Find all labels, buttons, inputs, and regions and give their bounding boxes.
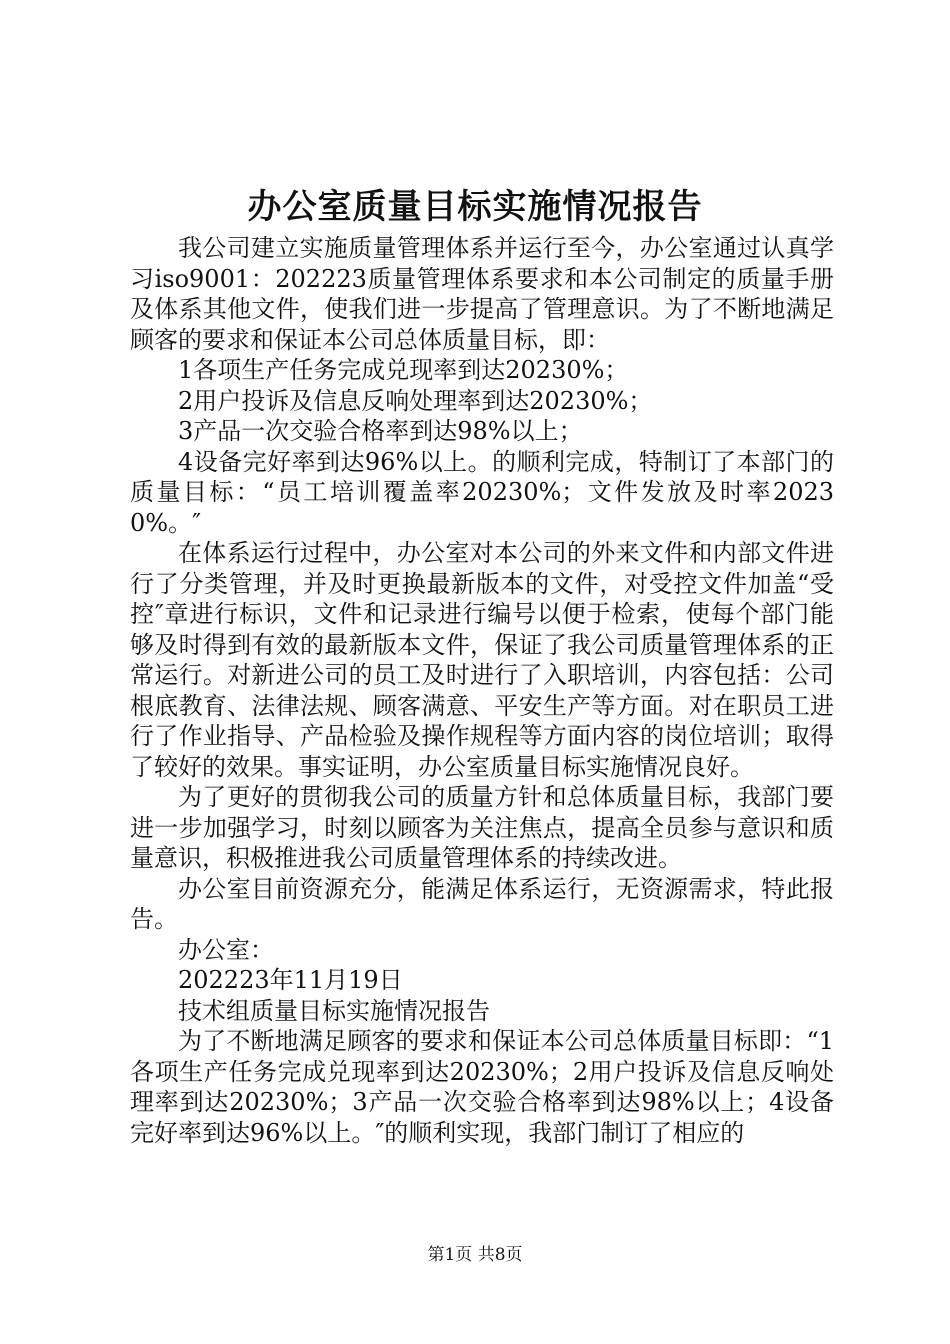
page-number: 第1页 共8页 [427, 1245, 523, 1265]
document-body [130, 233, 834, 1148]
paragraph-intro: 我公司建立实施质量管理体系并运行至今，办公室通过认真学习iso9001：202223质量管理体系要求和本公司制定的质量手册及体系其他文件，使我们进一步提高了管理意识。为了不断地满足顾客的要求和保证本公司总体质量目标，即： [130, 234, 834, 354]
paragraph-goal-3: 3产品一次交验合格率到达98%以上； [178, 417, 583, 445]
paragraph-resources: 办公室目前资源充分，能满足体系运行，无资源需求，特此报告。 [130, 874, 834, 933]
paragraph-goal-1: 1各项生产任务完成兑现率到达20230%； [178, 356, 629, 384]
section-heading: 技术组质量目标实施情况报告 [178, 996, 490, 1025]
page-title: 办公室质量目标实施情况报告 [247, 187, 703, 227]
signature-date: 202223年11月19日 [178, 966, 403, 994]
paragraph-operation: 在体系运行过程中，办公室对本公司的外来文件和内部文件进行了分类管理，并及时更换最新版本的文件，对受控文件加盖“受控″章进行标识，文件和记录进行编号以便于检索，使每个部门能够及时得到有效的最新版本文件，保证了我公司质量管理体系的正常运行。对新进公司的员工及时进行了入职培训，内容包括：公司根底教育、法律法规、顾客满意、平安生产等方面。对在职员工进行了作业指导、产品检验及操作规程等方面内容的岗位培训；取得了较好的效果。事实证明，办公室质量目标实施情况良好。 [130, 539, 834, 781]
paragraph-goal-2: 2用户投诉及信息反响处理率到达20230%； [178, 386, 653, 415]
paragraph-tech-intro: 为了不断地满足顾客的要求和保证本公司总体质量目标即：“1各项生产任务完成兑现率到达20230%；2用户投诉及信息反响处理率到达20230%；3产品一次交验合格率到达98%以上；4设备完好率到达96%以上。″的顺利实现，我部门制订了相应的 [130, 1027, 834, 1147]
paragraph-goal-4: 4设备完好率到达96%以上。的顺利完成，特制订了本部门的质量目标：“员工培训覆盖率20230%；文件发放及时率20230%。″ [130, 447, 834, 537]
signature-office: 办公室： [178, 935, 274, 964]
paragraph-improvement: 为了更好的贯彻我公司的质量方针和总体质量目标，我部门要进一步加强学习，时刻以顾客为关注焦点，提高全员参与意识和质量意识，积极推进我公司质量管理体系的持续改进。 [130, 783, 834, 872]
